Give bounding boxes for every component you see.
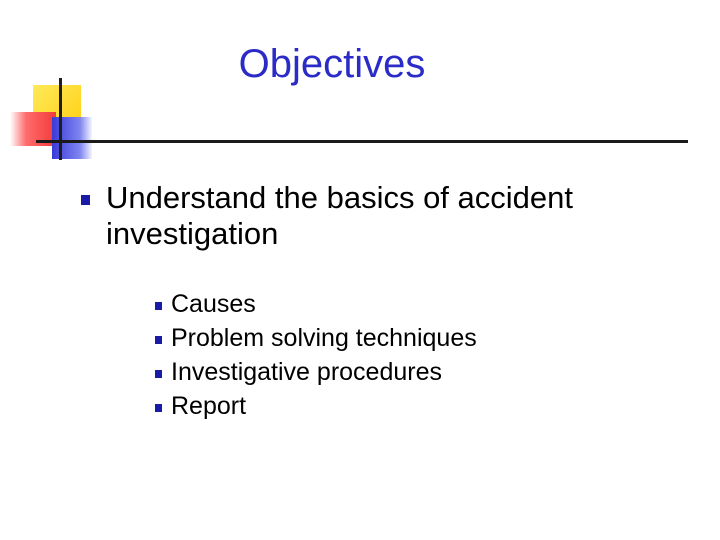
bullet-marker-icon (81, 195, 90, 205)
title-underline (36, 140, 688, 143)
sub-bullet-item: Problem solving techniques (171, 324, 477, 352)
sub-bullet-marker-icon (155, 370, 162, 378)
sub-bullet-item: Report (171, 392, 247, 420)
blue-square-decoration (52, 117, 92, 159)
sub-bullet-marker-icon (155, 336, 162, 344)
bullet-item: Understand the basics of accident investigation (106, 180, 573, 251)
vertical-rule-decoration (59, 78, 62, 160)
sub-bullet-item: Causes (171, 290, 256, 318)
sub-bullet-marker-icon (155, 404, 162, 412)
sub-bullet-marker-icon (155, 302, 162, 310)
slide-title: Objectives (238, 42, 426, 86)
sub-bullet-item: Investigative procedures (171, 358, 442, 386)
